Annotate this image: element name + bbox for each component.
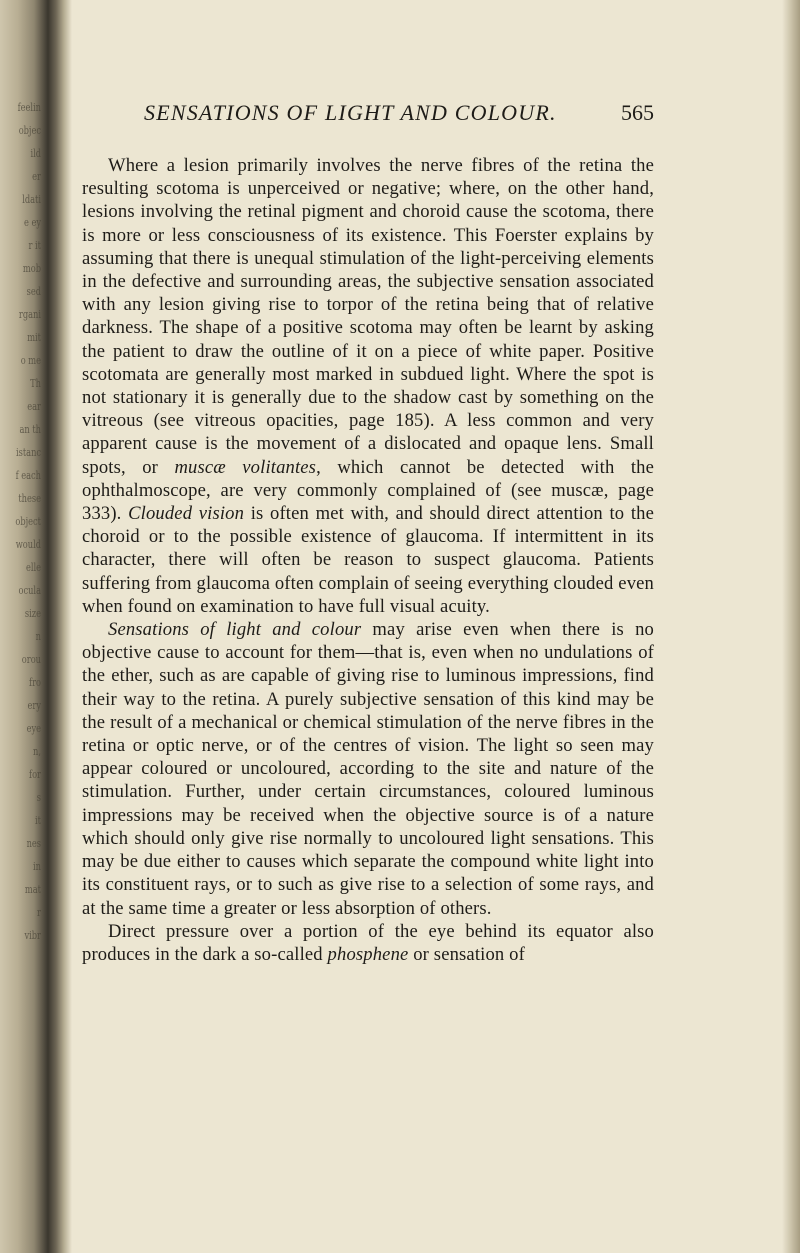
gutter-fragment: er	[32, 170, 41, 183]
text-run: Where a lesion primarily involves the nerve fibres of the retina the resulting scotoma is unperceived or negative; where, on the other hand, lesions involving the retinal pigment and choroid cause the scotoma, there is more or less consciousness of its existence. This Foerster explains by assuming that there is unequal stimulation of the light-perceiving elements in the defective and surrounding areas, the subjective sensation associated with any lesion giving rise to torpor of the retina being that of relative darkness. The shape of a positive scotoma may often be learnt by asking the patient to draw the outline of it on a piece of white paper. Positive scotomata are generally most marked in subdued light. Where the spot is not stationary it is generally due to the shadow cast by something on the vitreous (see vitreous opacities, page 185). A less common and very apparent cause is the movement of a dislocated and opaque lens. Small spots, or	[82, 155, 654, 478]
gutter-fragment: fro	[29, 676, 41, 689]
gutter-fragment: rgani	[18, 308, 41, 321]
gutter-fragment: objec	[18, 124, 41, 137]
italic-phrase: Clouded vision	[128, 503, 245, 525]
gutter-fragment: mit	[27, 331, 41, 344]
italic-phrase: Sensations of light and colour	[108, 619, 362, 641]
gutter-fragment: r	[37, 906, 41, 919]
gutter-fragment: feelin	[17, 101, 41, 114]
gutter-fragment: orou	[21, 653, 41, 666]
gutter-fragment: these	[18, 492, 41, 505]
page-edge-shadow	[782, 0, 800, 1253]
running-title: SENSATIONS OF LIGHT AND COLOUR.	[144, 100, 557, 125]
gutter-fragment: mat	[24, 883, 41, 896]
italic-phrase: phosphene	[327, 943, 409, 965]
gutter-fragment: vibr	[24, 929, 41, 942]
gutter-fragment: f each	[15, 469, 41, 482]
running-head	[82, 100, 654, 134]
gutter-fragment: an th	[19, 423, 41, 436]
gutter-fragment: s	[36, 791, 41, 804]
gutter-fragment: sed	[26, 285, 41, 298]
text-run: is often met with, and should direct attention to the choroid or to the possible existence of glaucoma. If intermittent in its character, there will often be reason to suspect glaucoma. Patients suffering from glaucoma often complain of seeing everything clouded even when found on examination to have full visual acuity.	[82, 503, 655, 617]
gutter-fragment: ocula	[18, 584, 41, 597]
body-text	[82, 154, 654, 966]
text-run: or sensation of	[408, 943, 525, 965]
gutter-fragment: Th	[30, 377, 41, 390]
gutter-fragment: ldati	[22, 193, 41, 206]
paragraph	[82, 154, 654, 618]
gutter-fragment: eye	[26, 722, 41, 735]
gutter-fragment: object	[15, 515, 41, 528]
text-run: may arise even when there is no objective cause to account for them—that is, even when no undulations of the ether, such as are capable of giving rise to luminous impressions, find their way to the retina. A purely subjective sensation of this kind may be the result of a mechanical or chemical stimulation of the nerve fibres in the retina or optic nerve, or of the centres of vision. The light so seen may appear coloured or uncoloured, according to the site and nature of the stimulation. Further, under certain circumstances, coloured luminous impressions may be received when the objective source is of a nature which should only give rise normally to uncoloured light sensations. This may be due either to causes which separate the compound white light into its constituent rays, or to such as give rise to a selection of some rays, and at the same time a greater or less absorption of others.	[82, 619, 655, 919]
paragraph	[82, 618, 654, 920]
gutter-fragment: elle	[25, 561, 41, 574]
gutter-fragment: ear	[27, 400, 41, 413]
gutter-fragment: istanc	[15, 446, 41, 459]
gutter-fragment: ild	[30, 147, 41, 160]
gutter-fragment: it	[35, 814, 41, 827]
text-run: , which cannot be detected with the ophthalmoscope, are very commonly complained of (see muscæ, page 333).	[82, 456, 654, 525]
gutter-fragment: nes	[26, 837, 41, 850]
italic-phrase: muscæ volitantes	[174, 456, 317, 478]
gutter-fragment: n,	[33, 745, 41, 758]
book-page	[82, 100, 654, 966]
text-run: Direct pressure over a portion of the eye behind its equator also produces in the dark a so-called	[82, 920, 654, 965]
gutter-fragment: ery	[27, 699, 41, 712]
gutter-fragment: mob	[22, 262, 41, 275]
gutter-fragment: o me	[20, 354, 41, 367]
binding-gutter	[0, 0, 72, 1253]
page-number: 565	[621, 100, 654, 125]
gutter-fragment: n	[35, 630, 41, 643]
gutter-fragment: for	[29, 768, 41, 781]
gutter-fragment: r it	[28, 239, 41, 252]
gutter-fragment: size	[24, 607, 41, 620]
gutter-fragment: would	[15, 538, 41, 551]
gutter-fragment: in	[33, 860, 41, 873]
gutter-fragment: e ey	[23, 216, 41, 229]
facing-page-fragments	[0, 96, 44, 947]
paragraph	[82, 920, 654, 966]
